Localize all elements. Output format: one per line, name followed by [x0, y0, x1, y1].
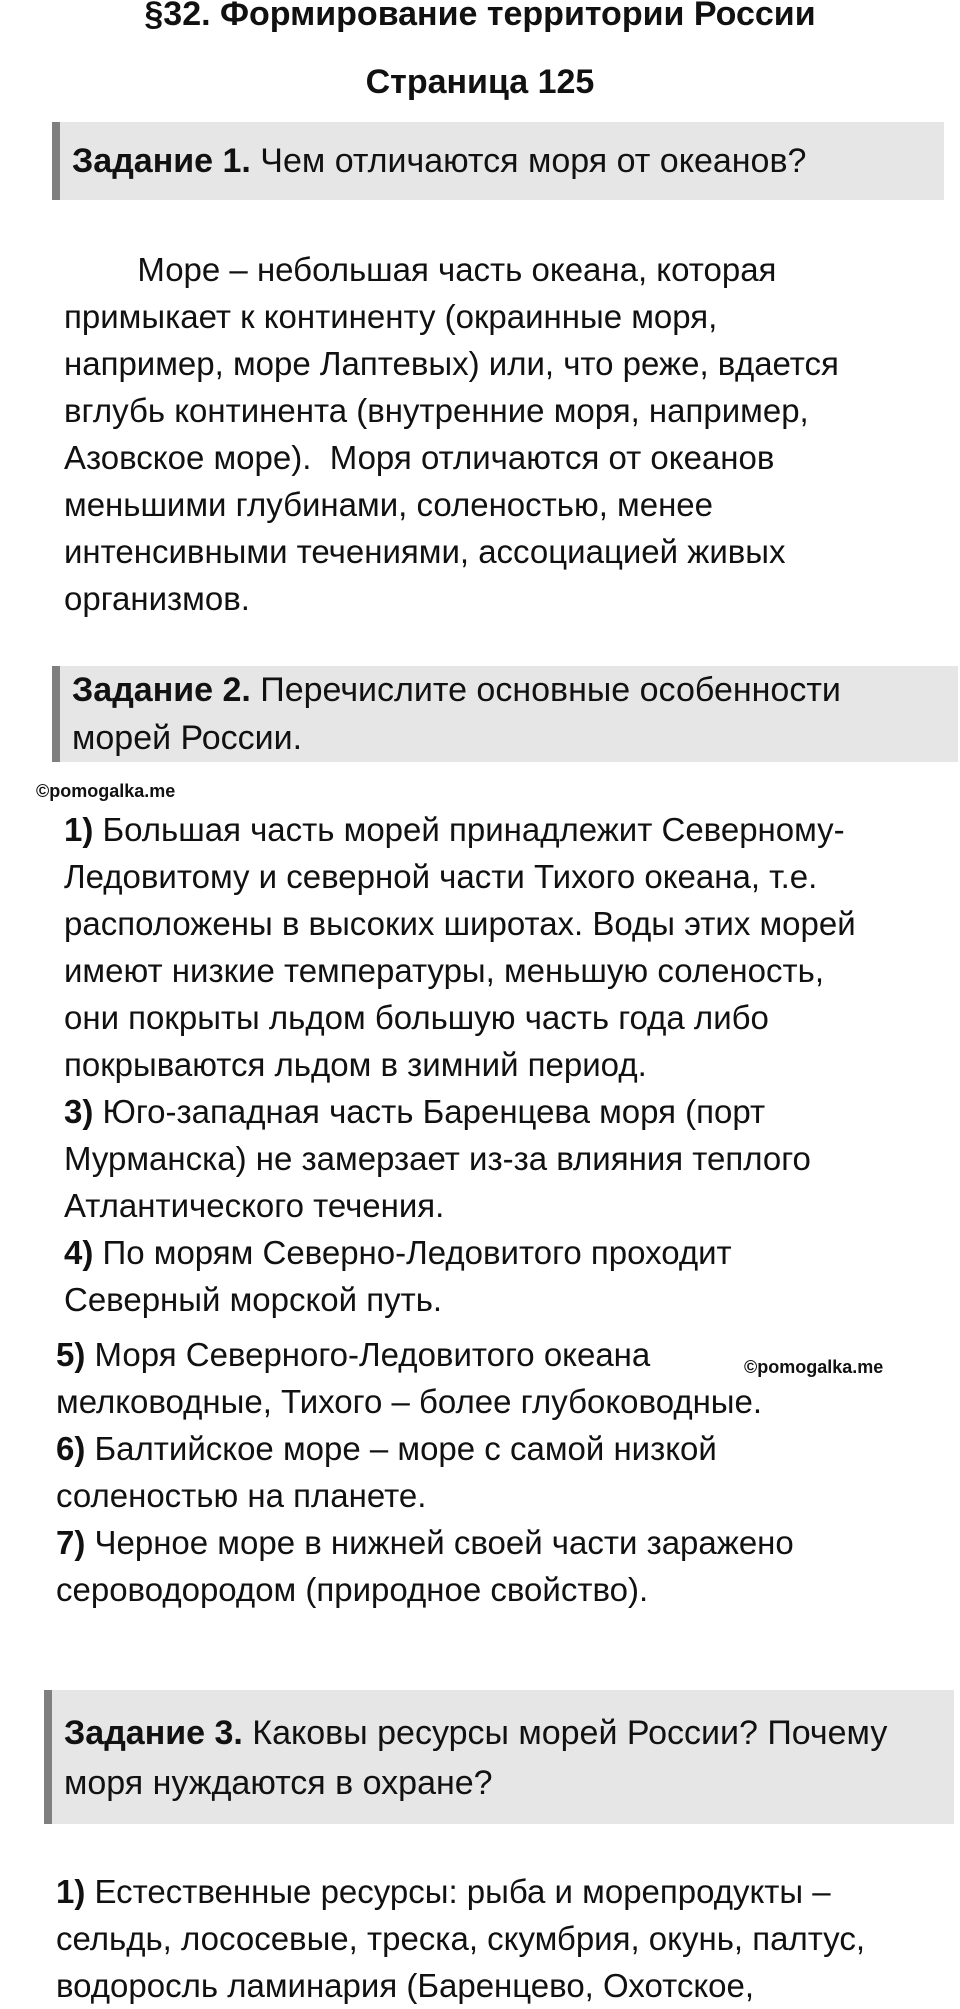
task3-item1-line-3: водоросль ламинария (Баренцево, Охотское, — [56, 1967, 754, 2004]
task1-line-1: Море – небольшая часть океана, которая — [64, 251, 777, 288]
item3-line-1: 3) Юго-западная часть Баренцева моря (порт — [64, 1093, 766, 1130]
task1-line-5: Азовское море). Моря отличаются от океанов — [64, 439, 775, 476]
task3-item1-line-1: 1) Естественные ресурсы: рыба и морепродукты – — [56, 1873, 831, 1910]
item1-line-2: Ледовитому и северной части Тихого океана, т.е. — [64, 858, 818, 895]
item5-line-2: мелководные, Тихого – более глубоководные. — [56, 1383, 763, 1420]
item3-line-3: Атлантического течения. — [64, 1187, 445, 1224]
task1-line-7: интенсивными течениями, ассоциацией живых — [64, 533, 786, 570]
task3-item1-line-2: сельдь, лососевые, треска, скумбрия, окунь, палтус, — [56, 1920, 865, 1957]
task1-line-3: например, море Лаптевых) или, что реже, вдается — [64, 345, 839, 382]
task3-question-2: моря нуждаются в охране? — [64, 1764, 493, 1802]
task1-line-6: меньшими глубинами, соленостью, менее — [64, 486, 714, 523]
item4-line-1: 4) По морям Северно-Ледовитого проходит — [64, 1234, 732, 1271]
task3-question-1: Каковы ресурсы морей России? Почему — [242, 1714, 888, 1752]
item7-line-2: сероводородом (природное свойство). — [56, 1571, 649, 1608]
item1-line-4: имеют низкие температуры, меньшую соленость, — [64, 952, 824, 989]
item1-line-3: расположены в высоких широтах. Воды этих морей — [64, 905, 856, 942]
task1-line-2: примыкает к континенту (окраинные моря, — [64, 298, 718, 335]
section-title: §32. Формирование территории России — [144, 0, 816, 33]
item6-line-1: 6) Балтийское море – море с самой низкой — [56, 1430, 717, 1467]
page-label: Страница 125 — [365, 63, 595, 101]
task1-label: Задание 1. — [72, 142, 251, 180]
task1-line-8: организмов. — [64, 580, 250, 617]
item1-line-1: 1) Большая часть морей принадлежит Северному- — [64, 811, 845, 848]
item1-line-6: покрываются льдом в зимний период. — [64, 1046, 647, 1083]
task2-label: Задание 2. — [72, 671, 251, 709]
item7-line-1: 7) Черное море в нижней своей части заражено — [56, 1524, 794, 1561]
task1-line-4: вглубь континента (внутренние моря, например, — [64, 392, 809, 429]
watermark-1: ©pomogalka.me — [36, 781, 176, 801]
task3-header — [44, 1690, 954, 1824]
watermark-2: ©pomogalka.me — [744, 1357, 884, 1377]
task1-header — [52, 122, 944, 200]
item1-line-5: они покрыты льдом большую часть года либо — [64, 999, 769, 1036]
task2-header — [52, 666, 958, 762]
task2-question-2: морей России. — [72, 719, 303, 757]
item3-line-2: Мурманска) не замерзает из-за влияния теплого — [64, 1140, 811, 1177]
task3-label: Задание 3. — [64, 1714, 243, 1752]
item4-line-2: Северный морской путь. — [64, 1281, 443, 1318]
task1-question: Чем отличаются моря от океанов? — [250, 142, 807, 180]
item6-line-2: соленостью на планете. — [56, 1477, 427, 1514]
item5-line-1: 5) Моря Северного-Ледовитого океана — [56, 1336, 651, 1373]
task2-question-1: Перечислите основные особенности — [250, 671, 841, 709]
